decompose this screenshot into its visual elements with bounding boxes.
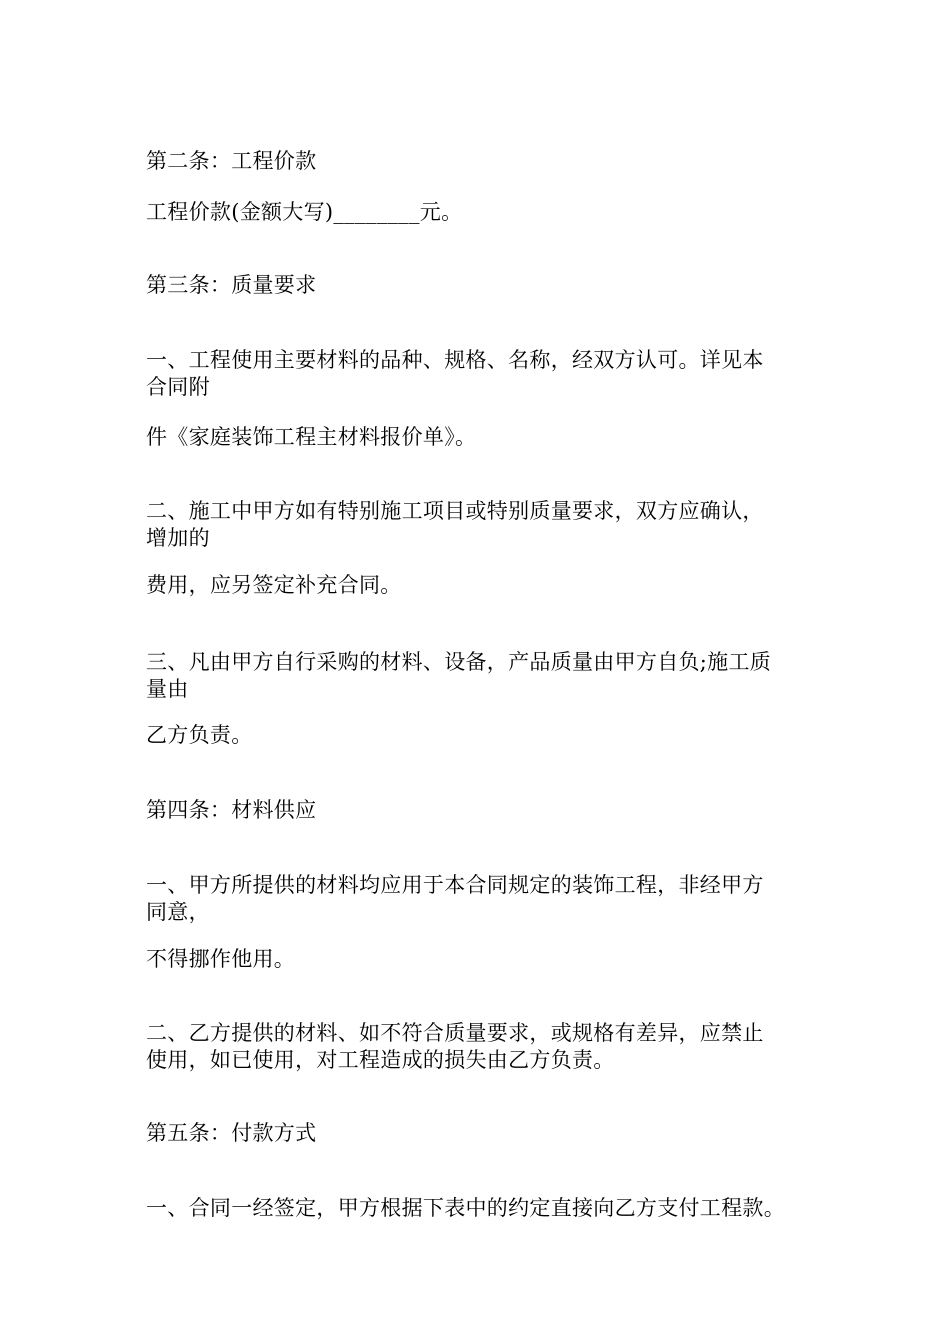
- material-clause-2-line-2: 使用，如已使用，对工程造成的损失由乙方负责。: [146, 1048, 615, 1072]
- section-heading-article-2: 第二条：工程价款: [146, 149, 317, 173]
- payment-clause-1-line-1: 一、合同一经签定，甲方根据下表中的约定直接向乙方支付工程款。: [146, 1196, 785, 1220]
- quality-clause-2-line-2: 增加的: [146, 526, 210, 550]
- quality-clause-3-line-2: 量由: [146, 677, 189, 701]
- quality-clause-1-line-1: 一、工程使用主要材料的品种、规格、名称，经双方认可。详见本: [146, 348, 764, 372]
- material-clause-1-line-3: 不得挪作他用。: [146, 947, 296, 971]
- section-heading-article-3: 第三条：质量要求: [146, 273, 317, 297]
- quality-clause-1-line-3: 件《家庭装饰工程主材料报价单》。: [146, 425, 477, 449]
- material-clause-2-line-1: 二、乙方提供的材料、如不符合质量要求，或规格有差异，应禁止: [146, 1021, 764, 1045]
- price-line: 工程价款(金额大写)________元。: [146, 200, 463, 224]
- quality-clause-3-line-3: 乙方负责。: [146, 723, 253, 747]
- section-heading-article-4: 第四条：材料供应: [146, 798, 317, 822]
- material-clause-1-line-2: 同意，: [146, 900, 210, 924]
- quality-clause-1-line-2: 合同附: [146, 375, 210, 399]
- quality-clause-2-line-3: 费用，应另签定补充合同。: [146, 573, 402, 597]
- quality-clause-2-line-1: 二、施工中甲方如有特别施工项目或特别质量要求，双方应确认，: [146, 499, 764, 523]
- quality-clause-3-line-1: 三、凡由甲方自行采购的材料、设备，产品质量由甲方自负;施工质: [146, 650, 772, 674]
- material-clause-1-line-1: 一、甲方所提供的材料均应用于本合同规定的装饰工程，非经甲方: [146, 873, 764, 897]
- section-heading-article-5: 第五条：付款方式: [146, 1121, 317, 1145]
